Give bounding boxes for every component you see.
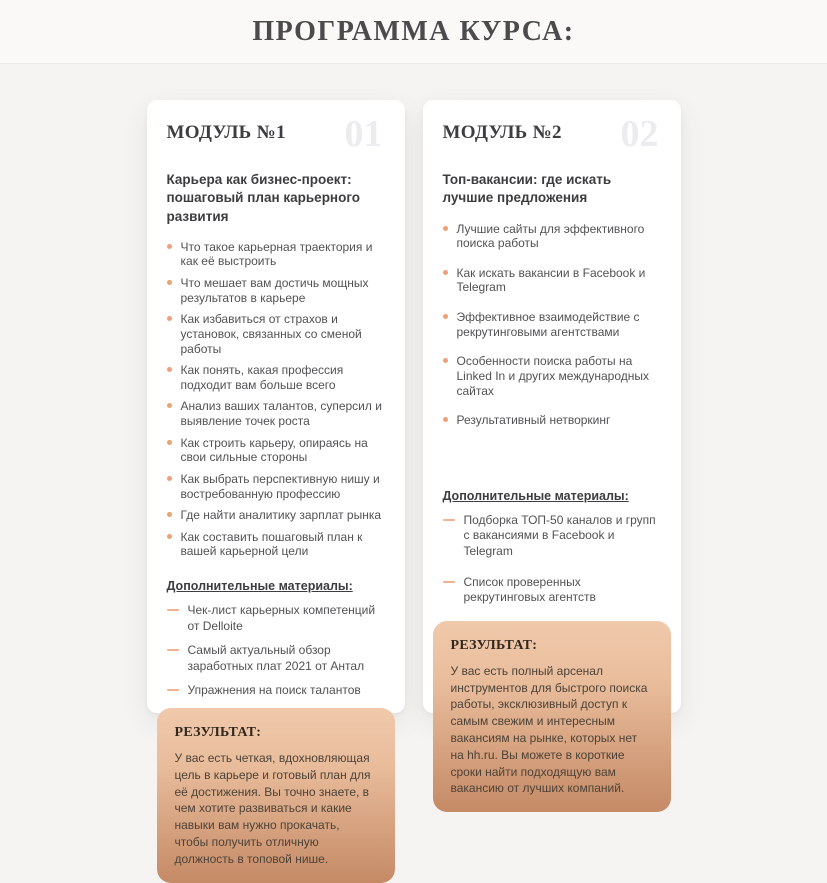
- topic-text: Как выбрать перспективную нишу и востребованную профессию: [180, 471, 380, 501]
- topic-list-item: [443, 354, 661, 398]
- result-text: У вас есть полный арсенал инструментов для быстрого поиска работы, эксклюзивный доступ к самым свежим и интересным вакансиям на рынке, которых нет на hh.ru. Вы можете в короткие сроки найти подходящую вам вакансию от лучших компаний.: [450, 663, 648, 796]
- result-title: РЕЗУЛЬТАТ:: [450, 637, 538, 653]
- result-box: [157, 708, 395, 883]
- bullet-dot-icon: [443, 270, 448, 275]
- bullet-dot-icon: [167, 534, 172, 539]
- page-title: ПРОГРАММА КУРСА:: [252, 15, 575, 47]
- dash-marker-icon: [443, 519, 455, 521]
- bullet-dot-icon: [443, 358, 448, 363]
- materials-list: [167, 603, 385, 699]
- bullet-dot-icon: [443, 226, 448, 231]
- topic-list-item: [167, 508, 385, 523]
- topic-text: Как понять, какая профессия подходит вам больше всего: [180, 363, 344, 392]
- topic-text: Особенности поиска работы на Linked In и других международных сайтах: [456, 354, 649, 398]
- materials-section: [443, 489, 661, 621]
- topic-text: Результативный нетворкинг: [456, 413, 611, 428]
- result-box: [433, 621, 671, 812]
- bullet-dot-icon: [167, 512, 172, 517]
- module-card-2: [423, 100, 681, 796]
- module-title: МОДУЛЬ №2: [442, 122, 562, 143]
- module-title: МОДУЛЬ №1: [166, 122, 286, 143]
- topic-list-item: [167, 436, 385, 465]
- result-text: У вас есть четкая, вдохновляющая цель в карьере и готовый план для её достижения. Вы точно знаете, в чем хотите развиваться и какие навыки вам нужно прокачать, чтобы получить отличную должность в топовой нише.: [174, 750, 371, 866]
- material-list-item: [167, 683, 385, 699]
- topic-text: Лучшие сайты для эффективного поиска работы: [456, 221, 645, 251]
- module-number-watermark: 02: [620, 113, 659, 155]
- topic-list-item: [167, 363, 385, 392]
- topic-text: Как составить пошаговый план к вашей карьерной цели: [180, 529, 363, 559]
- topic-text: Как искать вакансии в Facebook и Telegram: [456, 265, 646, 295]
- topic-list-item: [167, 312, 385, 356]
- material-text: Упражнения на поиск талантов: [187, 683, 361, 698]
- dash-marker-icon: [167, 649, 179, 651]
- module-topics-list: [443, 222, 661, 443]
- topic-text: Что такое карьерная траектория и как её выстроить: [180, 239, 373, 269]
- bullet-dot-icon: [167, 476, 172, 481]
- material-list-item: [443, 575, 661, 606]
- bullet-dot-icon: [167, 403, 172, 408]
- material-list-item: [167, 603, 385, 634]
- module-subtitle: Карьера как бизнес-проект: пошаговый план карьерного развития: [166, 172, 361, 224]
- module-topics-list: [167, 240, 385, 566]
- module-number-watermark: 01: [344, 113, 383, 155]
- topic-text: Как избавиться от страхов и установок, связанных со сменой работы: [180, 312, 362, 356]
- result-title: РЕЗУЛЬТАТ:: [174, 724, 262, 740]
- dash-marker-icon: [167, 689, 179, 691]
- dash-marker-icon: [167, 609, 179, 611]
- materials-list: [443, 513, 661, 606]
- topic-list-item: [443, 266, 661, 295]
- module-card-header: [442, 113, 661, 155]
- topic-text: Где найти аналитику зарплат рынка: [180, 508, 382, 523]
- module-card-1: [147, 100, 405, 866]
- topic-list-item: [167, 530, 385, 559]
- material-list-item: [443, 513, 661, 560]
- bullet-dot-icon: [443, 314, 448, 319]
- bullet-dot-icon: [167, 244, 172, 249]
- material-text: Самый актуальный обзор заработных плат 2021 от Антал: [187, 643, 365, 673]
- topic-text: Анализ ваших талантов, суперсил и выявление точек роста: [180, 399, 382, 428]
- material-list-item: [167, 643, 385, 674]
- topic-list-item: [443, 310, 661, 339]
- module-subtitle: Топ-вакансии: где искать лучшие предложения: [442, 172, 612, 206]
- topic-list-item: [167, 399, 385, 428]
- topic-list-item: [167, 276, 385, 305]
- bullet-dot-icon: [167, 316, 172, 321]
- bullet-dot-icon: [443, 417, 448, 422]
- topic-list-item: [443, 222, 661, 251]
- topic-text: Эффективное взаимодействие с рекрутинговыми агентствами: [456, 310, 640, 339]
- materials-title: Дополнительные материалы:: [166, 579, 353, 593]
- bullet-dot-icon: [167, 367, 172, 372]
- material-text: Чек-лист карьерных компетенций от Delloite: [187, 603, 376, 633]
- modules-container: [147, 100, 681, 866]
- dash-marker-icon: [443, 581, 455, 583]
- materials-section: [167, 579, 385, 708]
- topic-text: Как строить карьеру, опираясь на свои сильные стороны: [180, 435, 368, 465]
- header-band: [0, 0, 827, 64]
- topic-text: Что мешает вам достичь мощных результатов в карьере: [180, 276, 369, 305]
- topic-list-item: [443, 413, 661, 428]
- bullet-dot-icon: [167, 280, 172, 285]
- material-text: Подборка ТОП-50 каналов и групп с вакансиями в Facebook и Telegram: [463, 512, 656, 558]
- topic-list-item: [167, 472, 385, 501]
- bullet-dot-icon: [167, 440, 172, 445]
- module-card-header: [166, 113, 385, 155]
- material-text: Список проверенных рекрутинговых агентств: [463, 574, 596, 605]
- topic-list-item: [167, 240, 385, 269]
- materials-title: Дополнительные материалы:: [442, 488, 629, 503]
